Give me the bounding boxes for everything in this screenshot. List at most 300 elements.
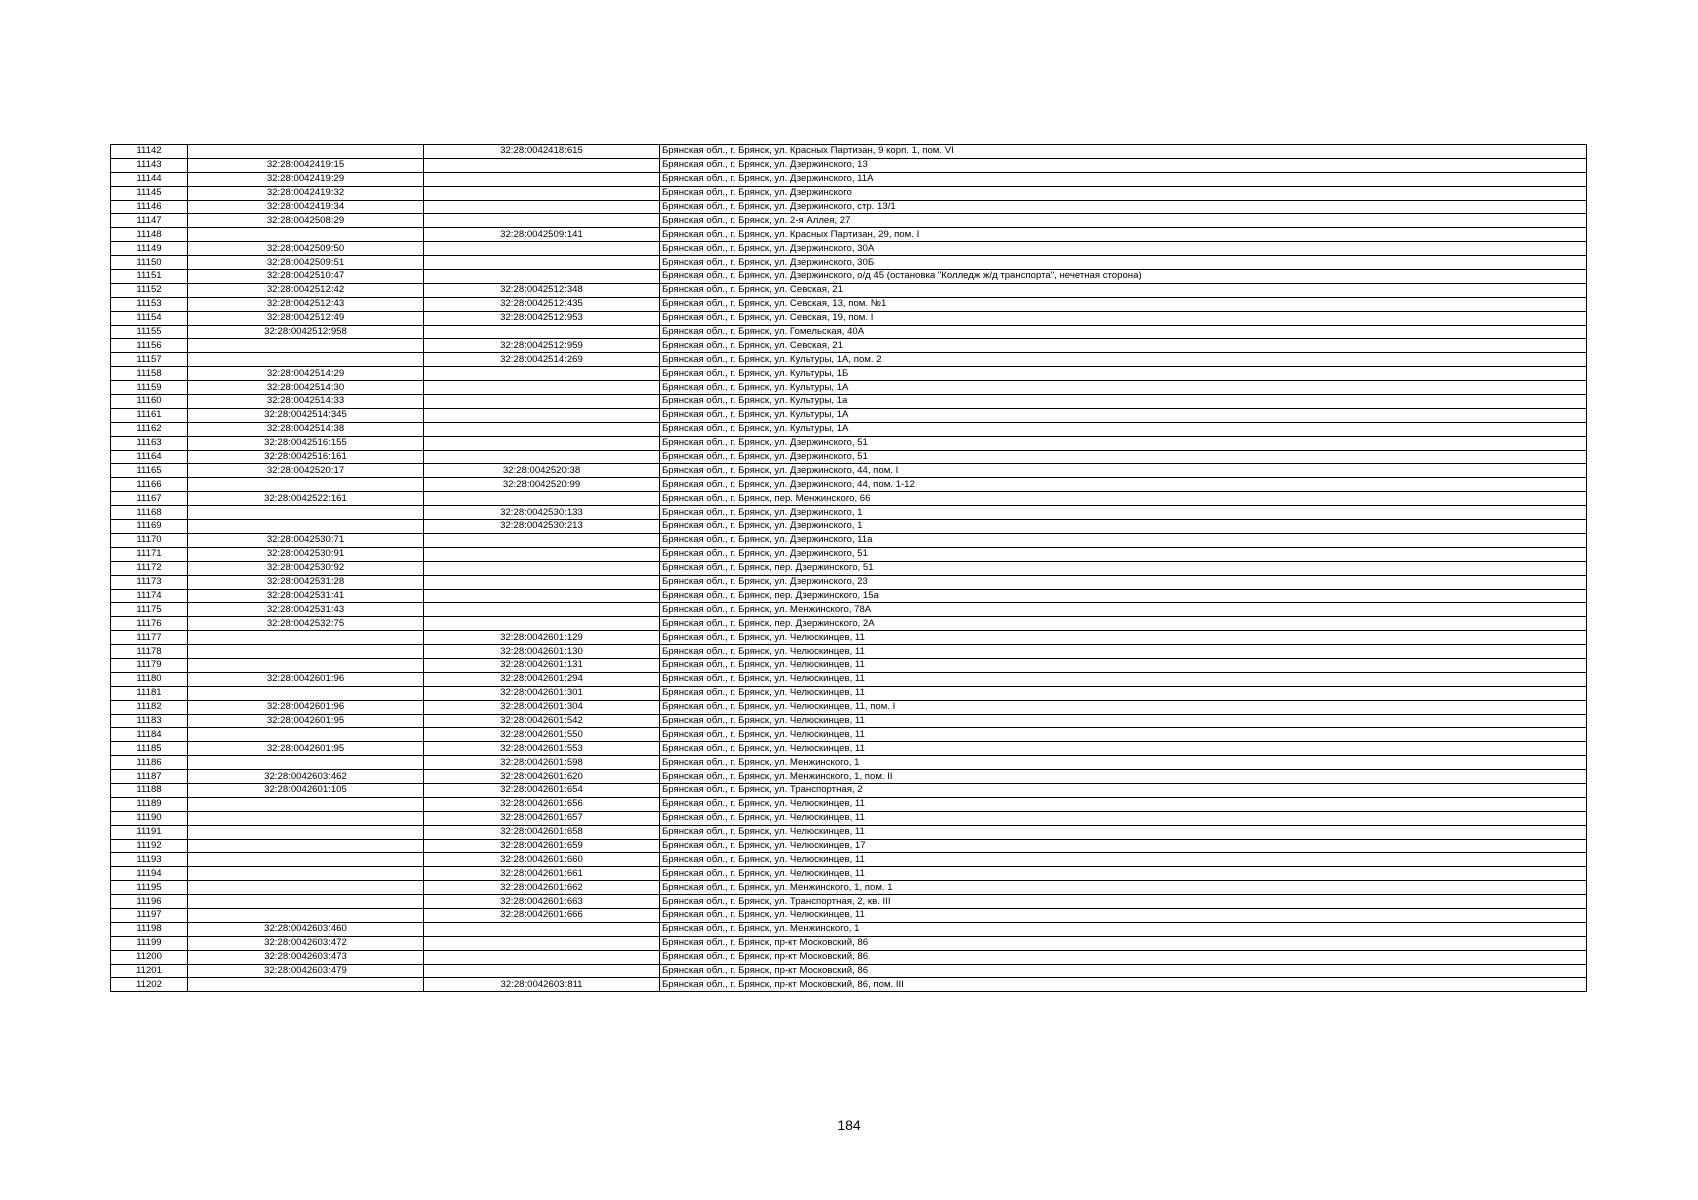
land-cadastral-number-cell: 32:28:0042419:34 [188, 200, 424, 214]
table-row [111, 186, 1587, 200]
object-cadastral-number-cell [424, 492, 660, 506]
table-row [111, 908, 1587, 922]
address-cell: Брянская обл., г. Брянск, пер. Дзержинского, 51 [660, 561, 1587, 575]
table-row [111, 922, 1587, 936]
land-cadastral-number-cell [188, 478, 424, 492]
table-row [111, 492, 1587, 506]
table-row [111, 325, 1587, 339]
row-number-cell: 11166 [111, 478, 188, 492]
row-number-cell: 11187 [111, 770, 188, 784]
table-body [111, 145, 1587, 992]
address-cell: Брянская обл., г. Брянск, ул. Культуры, 1а [660, 395, 1587, 409]
row-number-cell: 11195 [111, 881, 188, 895]
table-row [111, 964, 1587, 978]
object-cadastral-number-cell: 32:28:0042601:666 [424, 908, 660, 922]
table-row [111, 645, 1587, 659]
object-cadastral-number-cell [424, 381, 660, 395]
table-row [111, 297, 1587, 311]
land-cadastral-number-cell [188, 867, 424, 881]
object-cadastral-number-cell: 32:28:0042509:141 [424, 228, 660, 242]
table-row [111, 464, 1587, 478]
row-number-cell: 11176 [111, 617, 188, 631]
address-cell: Брянская обл., г. Брянск, ул. Челюскинцев, 11 [660, 672, 1587, 686]
row-number-cell: 11158 [111, 367, 188, 381]
address-cell: Брянская обл., г. Брянск, ул. Дзержинского, 51 [660, 436, 1587, 450]
table-row [111, 950, 1587, 964]
table-row [111, 978, 1587, 992]
table-row [111, 506, 1587, 520]
address-cell: Брянская обл., г. Брянск, ул. Челюскинцев, 11 [660, 686, 1587, 700]
row-number-cell: 11189 [111, 797, 188, 811]
row-number-cell: 11168 [111, 506, 188, 520]
object-cadastral-number-cell: 32:28:0042601:661 [424, 867, 660, 881]
address-cell: Брянская обл., г. Брянск, пер. Дзержинского, 2А [660, 617, 1587, 631]
table-row [111, 700, 1587, 714]
row-number-cell: 11192 [111, 839, 188, 853]
land-cadastral-number-cell: 32:28:0042603:462 [188, 770, 424, 784]
object-cadastral-number-cell: 32:28:0042512:435 [424, 297, 660, 311]
object-cadastral-number-cell [424, 325, 660, 339]
land-cadastral-number-cell: 32:28:0042419:29 [188, 172, 424, 186]
table-row [111, 686, 1587, 700]
address-cell: Брянская обл., г. Брянск, ул. Дзержинского, 11А [660, 172, 1587, 186]
table-row [111, 742, 1587, 756]
address-cell: Брянская обл., г. Брянск, ул. Челюскинцев, 11 [660, 853, 1587, 867]
row-number-cell: 11150 [111, 256, 188, 270]
row-number-cell: 11152 [111, 283, 188, 297]
address-cell: Брянская обл., г. Брянск, ул. Дзержинского, 13 [660, 158, 1587, 172]
row-number-cell: 11200 [111, 950, 188, 964]
object-cadastral-number-cell [424, 547, 660, 561]
row-number-cell: 11155 [111, 325, 188, 339]
land-cadastral-number-cell [188, 686, 424, 700]
table-row [111, 658, 1587, 672]
object-cadastral-number-cell: 32:28:0042601:130 [424, 645, 660, 659]
land-cadastral-number-cell [188, 520, 424, 534]
object-cadastral-number-cell: 32:28:0042601:131 [424, 658, 660, 672]
land-cadastral-number-cell: 32:28:0042516:161 [188, 450, 424, 464]
land-cadastral-number-cell [188, 339, 424, 353]
address-cell: Брянская обл., г. Брянск, ул. Дзержинского, 1 [660, 506, 1587, 520]
object-cadastral-number-cell: 32:28:0042601:598 [424, 756, 660, 770]
land-cadastral-number-cell [188, 853, 424, 867]
land-cadastral-number-cell: 32:28:0042601:95 [188, 714, 424, 728]
table-row [111, 436, 1587, 450]
object-cadastral-number-cell: 32:28:0042601:658 [424, 825, 660, 839]
address-cell: Брянская обл., г. Брянск, ул. Менжинского, 1 [660, 756, 1587, 770]
table-row [111, 242, 1587, 256]
object-cadastral-number-cell: 32:28:0042601:656 [424, 797, 660, 811]
table-row [111, 422, 1587, 436]
table-row [111, 783, 1587, 797]
land-cadastral-number-cell: 32:28:0042514:33 [188, 395, 424, 409]
land-cadastral-number-cell [188, 631, 424, 645]
object-cadastral-number-cell: 32:28:0042601:301 [424, 686, 660, 700]
table-row [111, 172, 1587, 186]
address-cell: Брянская обл., г. Брянск, ул. Культуры, 1Б [660, 367, 1587, 381]
row-number-cell: 11175 [111, 603, 188, 617]
object-cadastral-number-cell [424, 270, 660, 284]
land-cadastral-number-cell: 32:28:0042509:50 [188, 242, 424, 256]
address-cell: Брянская обл., г. Брянск, ул. Челюскинцев, 11, пом. I [660, 700, 1587, 714]
object-cadastral-number-cell [424, 950, 660, 964]
address-cell: Брянская обл., г. Брянск, ул. Дзержинского, 44, пом. 1-12 [660, 478, 1587, 492]
object-cadastral-number-cell [424, 964, 660, 978]
land-cadastral-number-cell: 32:28:0042419:15 [188, 158, 424, 172]
table-row [111, 395, 1587, 409]
address-cell: Брянская обл., г. Брянск, ул. Менжинского, 1, пом. 1 [660, 881, 1587, 895]
object-cadastral-number-cell: 32:28:0042601:662 [424, 881, 660, 895]
page-number: 184 [837, 1117, 861, 1133]
table-row [111, 450, 1587, 464]
object-cadastral-number-cell: 32:28:0042601:304 [424, 700, 660, 714]
address-cell: Брянская обл., г. Брянск, ул. Культуры, 1А [660, 408, 1587, 422]
object-cadastral-number-cell: 32:28:0042603:811 [424, 978, 660, 992]
address-cell: Брянская обл., г. Брянск, ул. Севская, 13, пом. №1 [660, 297, 1587, 311]
land-cadastral-number-cell: 32:28:0042603:472 [188, 936, 424, 950]
table-row [111, 520, 1587, 534]
object-cadastral-number-cell [424, 922, 660, 936]
address-cell: Брянская обл., г. Брянск, ул. Дзержинского, 44, пом. I [660, 464, 1587, 478]
table-row [111, 881, 1587, 895]
address-cell: Брянская обл., г. Брянск, ул. Менжинского, 78А [660, 603, 1587, 617]
land-cadastral-number-cell: 32:28:0042601:96 [188, 700, 424, 714]
row-number-cell: 11159 [111, 381, 188, 395]
table-row [111, 145, 1587, 159]
table-row [111, 283, 1587, 297]
row-number-cell: 11153 [111, 297, 188, 311]
address-cell: Брянская обл., г. Брянск, ул. Менжинского, 1 [660, 922, 1587, 936]
land-cadastral-number-cell [188, 728, 424, 742]
row-number-cell: 11151 [111, 270, 188, 284]
object-cadastral-number-cell [424, 533, 660, 547]
table-row [111, 381, 1587, 395]
land-cadastral-number-cell: 32:28:0042514:29 [188, 367, 424, 381]
land-cadastral-number-cell: 32:28:0042509:51 [188, 256, 424, 270]
land-cadastral-number-cell: 32:28:0042520:17 [188, 464, 424, 478]
land-cadastral-number-cell: 32:28:0042512:49 [188, 311, 424, 325]
object-cadastral-number-cell: 32:28:0042520:99 [424, 478, 660, 492]
address-cell: Брянская обл., г. Брянск, ул. Дзержинского [660, 186, 1587, 200]
table-row [111, 770, 1587, 784]
row-number-cell: 11183 [111, 714, 188, 728]
row-number-cell: 11198 [111, 922, 188, 936]
row-number-cell: 11173 [111, 575, 188, 589]
row-number-cell: 11146 [111, 200, 188, 214]
address-cell: Брянская обл., г. Брянск, ул. Культуры, 1А [660, 381, 1587, 395]
object-cadastral-number-cell [424, 172, 660, 186]
row-number-cell: 11181 [111, 686, 188, 700]
land-cadastral-number-cell [188, 881, 424, 895]
land-cadastral-number-cell [188, 228, 424, 242]
address-cell: Брянская обл., г. Брянск, ул. Челюскинцев, 11 [660, 728, 1587, 742]
address-cell: Брянская обл., г. Брянск, ул. Красных Партизан, 29, пом. I [660, 228, 1587, 242]
address-cell: Брянская обл., г. Брянск, ул. Менжинского, 1, пом. II [660, 770, 1587, 784]
object-cadastral-number-cell: 32:28:0042530:133 [424, 506, 660, 520]
row-number-cell: 11164 [111, 450, 188, 464]
address-cell: Брянская обл., г. Брянск, ул. Челюскинцев, 11 [660, 867, 1587, 881]
land-cadastral-number-cell [188, 908, 424, 922]
land-cadastral-number-cell [188, 895, 424, 909]
object-cadastral-number-cell: 32:28:0042512:348 [424, 283, 660, 297]
row-number-cell: 11142 [111, 145, 188, 159]
address-cell: Брянская обл., г. Брянск, ул. Дзержинского, 30Б [660, 256, 1587, 270]
table-row [111, 825, 1587, 839]
land-cadastral-number-cell: 32:28:0042510:47 [188, 270, 424, 284]
row-number-cell: 11177 [111, 631, 188, 645]
table-row [111, 533, 1587, 547]
land-cadastral-number-cell: 32:28:0042522:161 [188, 492, 424, 506]
row-number-cell: 11180 [111, 672, 188, 686]
address-cell: Брянская обл., г. Брянск, ул. Красных Партизан, 9 корп. 1, пом. VI [660, 145, 1587, 159]
row-number-cell: 11191 [111, 825, 188, 839]
address-cell: Брянская обл., г. Брянск, ул. Челюскинцев, 11 [660, 645, 1587, 659]
row-number-cell: 11182 [111, 700, 188, 714]
row-number-cell: 11156 [111, 339, 188, 353]
land-cadastral-number-cell [188, 811, 424, 825]
land-cadastral-number-cell: 32:28:0042601:96 [188, 672, 424, 686]
object-cadastral-number-cell: 32:28:0042601:550 [424, 728, 660, 742]
object-cadastral-number-cell [424, 186, 660, 200]
address-cell: Брянская обл., г. Брянск, ул. Дзержинского, 51 [660, 450, 1587, 464]
object-cadastral-number-cell: 32:28:0042512:959 [424, 339, 660, 353]
address-cell: Брянская обл., г. Брянск, ул. Челюскинцев, 11 [660, 714, 1587, 728]
address-cell: Брянская обл., г. Брянск, ул. Челюскинцев, 11 [660, 658, 1587, 672]
object-cadastral-number-cell [424, 256, 660, 270]
row-number-cell: 11162 [111, 422, 188, 436]
table-row [111, 895, 1587, 909]
table-row [111, 339, 1587, 353]
address-cell: Брянская обл., г. Брянск, ул. Транспортная, 2 [660, 783, 1587, 797]
row-number-cell: 11188 [111, 783, 188, 797]
object-cadastral-number-cell [424, 158, 660, 172]
table-row [111, 408, 1587, 422]
address-cell: Брянская обл., г. Брянск, ул. Дзержинского, 1 [660, 520, 1587, 534]
land-cadastral-number-cell [188, 797, 424, 811]
row-number-cell: 11199 [111, 936, 188, 950]
address-cell: Брянская обл., г. Брянск, ул. 2-я Аллея, 27 [660, 214, 1587, 228]
table-row [111, 936, 1587, 950]
object-cadastral-number-cell [424, 436, 660, 450]
table-row [111, 714, 1587, 728]
object-cadastral-number-cell: 32:28:0042601:553 [424, 742, 660, 756]
row-number-cell: 11160 [111, 395, 188, 409]
land-cadastral-number-cell: 32:28:0042514:345 [188, 408, 424, 422]
row-number-cell: 11179 [111, 658, 188, 672]
object-cadastral-number-cell: 32:28:0042601:659 [424, 839, 660, 853]
address-cell: Брянская обл., г. Брянск, ул. Культуры, 1А [660, 422, 1587, 436]
row-number-cell: 11201 [111, 964, 188, 978]
object-cadastral-number-cell: 32:28:0042601:542 [424, 714, 660, 728]
table-row [111, 311, 1587, 325]
object-cadastral-number-cell [424, 603, 660, 617]
address-cell: Брянская обл., г. Брянск, ул. Челюскинцев, 11 [660, 908, 1587, 922]
object-cadastral-number-cell [424, 561, 660, 575]
row-number-cell: 11190 [111, 811, 188, 825]
land-cadastral-number-cell [188, 506, 424, 520]
table-row [111, 756, 1587, 770]
land-cadastral-number-cell [188, 145, 424, 159]
object-cadastral-number-cell: 32:28:0042601:620 [424, 770, 660, 784]
land-cadastral-number-cell: 32:28:0042603:473 [188, 950, 424, 964]
object-cadastral-number-cell: 32:28:0042601:294 [424, 672, 660, 686]
land-cadastral-number-cell: 32:28:0042603:479 [188, 964, 424, 978]
object-cadastral-number-cell [424, 575, 660, 589]
table-row [111, 839, 1587, 853]
table-row [111, 867, 1587, 881]
row-number-cell: 11185 [111, 742, 188, 756]
table-row [111, 589, 1587, 603]
object-cadastral-number-cell: 32:28:0042601:663 [424, 895, 660, 909]
row-number-cell: 11202 [111, 978, 188, 992]
row-number-cell: 11193 [111, 853, 188, 867]
object-cadastral-number-cell: 32:28:0042601:129 [424, 631, 660, 645]
object-cadastral-number-cell [424, 617, 660, 631]
address-cell: Брянская обл., г. Брянск, ул. Дзержинского, 30А [660, 242, 1587, 256]
address-cell: Брянская обл., г. Брянск, ул. Челюскинцев, 17 [660, 839, 1587, 853]
land-cadastral-number-cell: 32:28:0042516:155 [188, 436, 424, 450]
object-cadastral-number-cell [424, 367, 660, 381]
object-cadastral-number-cell: 32:28:0042601:660 [424, 853, 660, 867]
row-number-cell: 11184 [111, 728, 188, 742]
row-number-cell: 11174 [111, 589, 188, 603]
address-cell: Брянская обл., г. Брянск, ул. Севская, 21 [660, 339, 1587, 353]
table-row [111, 353, 1587, 367]
object-cadastral-number-cell: 32:28:0042418:615 [424, 145, 660, 159]
object-cadastral-number-cell [424, 450, 660, 464]
object-cadastral-number-cell [424, 936, 660, 950]
table-row [111, 631, 1587, 645]
object-cadastral-number-cell: 32:28:0042530:213 [424, 520, 660, 534]
row-number-cell: 11178 [111, 645, 188, 659]
property-table [110, 144, 1587, 992]
address-cell: Брянская обл., г. Брянск, ул. Дзержинского, 51 [660, 547, 1587, 561]
row-number-cell: 11144 [111, 172, 188, 186]
land-cadastral-number-cell: 32:28:0042530:71 [188, 533, 424, 547]
address-cell: Брянская обл., г. Брянск, ул. Дзержинского, стр. 13/1 [660, 200, 1587, 214]
land-cadastral-number-cell [188, 839, 424, 853]
address-cell: Брянская обл., г. Брянск, пр-кт Московский, 86 [660, 936, 1587, 950]
object-cadastral-number-cell: 32:28:0042512:953 [424, 311, 660, 325]
object-cadastral-number-cell [424, 589, 660, 603]
table-row [111, 367, 1587, 381]
table-row [111, 728, 1587, 742]
table-row [111, 672, 1587, 686]
land-cadastral-number-cell: 32:28:0042508:29 [188, 214, 424, 228]
address-cell: Брянская обл., г. Брянск, ул. Челюскинцев, 11 [660, 811, 1587, 825]
table-row [111, 811, 1587, 825]
land-cadastral-number-cell: 32:28:0042514:30 [188, 381, 424, 395]
row-number-cell: 11149 [111, 242, 188, 256]
object-cadastral-number-cell: 32:28:0042601:654 [424, 783, 660, 797]
address-cell: Брянская обл., г. Брянск, ул. Культуры, 1А, пом. 2 [660, 353, 1587, 367]
table-row [111, 547, 1587, 561]
land-cadastral-number-cell: 32:28:0042601:105 [188, 783, 424, 797]
address-cell: Брянская обл., г. Брянск, ул. Дзержинского, 11а [660, 533, 1587, 547]
row-number-cell: 11145 [111, 186, 188, 200]
row-number-cell: 11148 [111, 228, 188, 242]
land-cadastral-number-cell [188, 645, 424, 659]
address-cell: Брянская обл., г. Брянск, ул. Челюскинцев, 11 [660, 742, 1587, 756]
land-cadastral-number-cell: 32:28:0042530:91 [188, 547, 424, 561]
land-cadastral-number-cell: 32:28:0042512:43 [188, 297, 424, 311]
table-row [111, 603, 1587, 617]
address-cell: Брянская обл., г. Брянск, пр-кт Московский, 86 [660, 950, 1587, 964]
row-number-cell: 11157 [111, 353, 188, 367]
address-cell: Брянская обл., г. Брянск, пер. Дзержинского, 15а [660, 589, 1587, 603]
row-number-cell: 11147 [111, 214, 188, 228]
address-cell: Брянская обл., г. Брянск, пер. Менжинского, 66 [660, 492, 1587, 506]
land-cadastral-number-cell [188, 978, 424, 992]
address-cell: Брянская обл., г. Брянск, ул. Транспортная, 2, кв. III [660, 895, 1587, 909]
table-row [111, 478, 1587, 492]
row-number-cell: 11196 [111, 895, 188, 909]
row-number-cell: 11169 [111, 520, 188, 534]
address-cell: Брянская обл., г. Брянск, ул. Дзержинского, о/д 45 (остановка "Колледж ж/д транспорта", нечетная сторона) [660, 270, 1587, 284]
object-cadastral-number-cell [424, 395, 660, 409]
object-cadastral-number-cell [424, 408, 660, 422]
table-row [111, 575, 1587, 589]
table-row [111, 797, 1587, 811]
table-row [111, 256, 1587, 270]
land-cadastral-number-cell: 32:28:0042512:958 [188, 325, 424, 339]
table-row [111, 617, 1587, 631]
land-cadastral-number-cell: 32:28:0042531:41 [188, 589, 424, 603]
row-number-cell: 11197 [111, 908, 188, 922]
row-number-cell: 11143 [111, 158, 188, 172]
table-row [111, 561, 1587, 575]
row-number-cell: 11172 [111, 561, 188, 575]
land-cadastral-number-cell: 32:28:0042603:460 [188, 922, 424, 936]
land-cadastral-number-cell [188, 756, 424, 770]
object-cadastral-number-cell [424, 242, 660, 256]
object-cadastral-number-cell [424, 422, 660, 436]
object-cadastral-number-cell [424, 214, 660, 228]
land-cadastral-number-cell [188, 353, 424, 367]
object-cadastral-number-cell: 32:28:0042514:269 [424, 353, 660, 367]
land-cadastral-number-cell [188, 825, 424, 839]
land-cadastral-number-cell: 32:28:0042601:95 [188, 742, 424, 756]
row-number-cell: 11170 [111, 533, 188, 547]
address-cell: Брянская обл., г. Брянск, ул. Челюскинцев, 11 [660, 631, 1587, 645]
land-cadastral-number-cell: 32:28:0042532:75 [188, 617, 424, 631]
address-cell: Брянская обл., г. Брянск, ул. Севская, 19, пом. I [660, 311, 1587, 325]
row-number-cell: 11163 [111, 436, 188, 450]
row-number-cell: 11167 [111, 492, 188, 506]
address-cell: Брянская обл., г. Брянск, ул. Севская, 21 [660, 283, 1587, 297]
land-cadastral-number-cell: 32:28:0042531:28 [188, 575, 424, 589]
address-cell: Брянская обл., г. Брянск, ул. Челюскинцев, 11 [660, 797, 1587, 811]
table-row [111, 200, 1587, 214]
object-cadastral-number-cell: 32:28:0042520:38 [424, 464, 660, 478]
land-cadastral-number-cell: 32:28:0042512:42 [188, 283, 424, 297]
table-row [111, 270, 1587, 284]
address-cell: Брянская обл., г. Брянск, ул. Дзержинского, 23 [660, 575, 1587, 589]
row-number-cell: 11186 [111, 756, 188, 770]
land-cadastral-number-cell: 32:28:0042530:92 [188, 561, 424, 575]
land-cadastral-number-cell: 32:28:0042514:38 [188, 422, 424, 436]
row-number-cell: 11161 [111, 408, 188, 422]
row-number-cell: 11171 [111, 547, 188, 561]
table-row [111, 853, 1587, 867]
table-row [111, 214, 1587, 228]
table-row [111, 228, 1587, 242]
row-number-cell: 11154 [111, 311, 188, 325]
object-cadastral-number-cell [424, 200, 660, 214]
address-cell: Брянская обл., г. Брянск, ул. Челюскинцев, 11 [660, 825, 1587, 839]
land-cadastral-number-cell [188, 658, 424, 672]
row-number-cell: 11165 [111, 464, 188, 478]
